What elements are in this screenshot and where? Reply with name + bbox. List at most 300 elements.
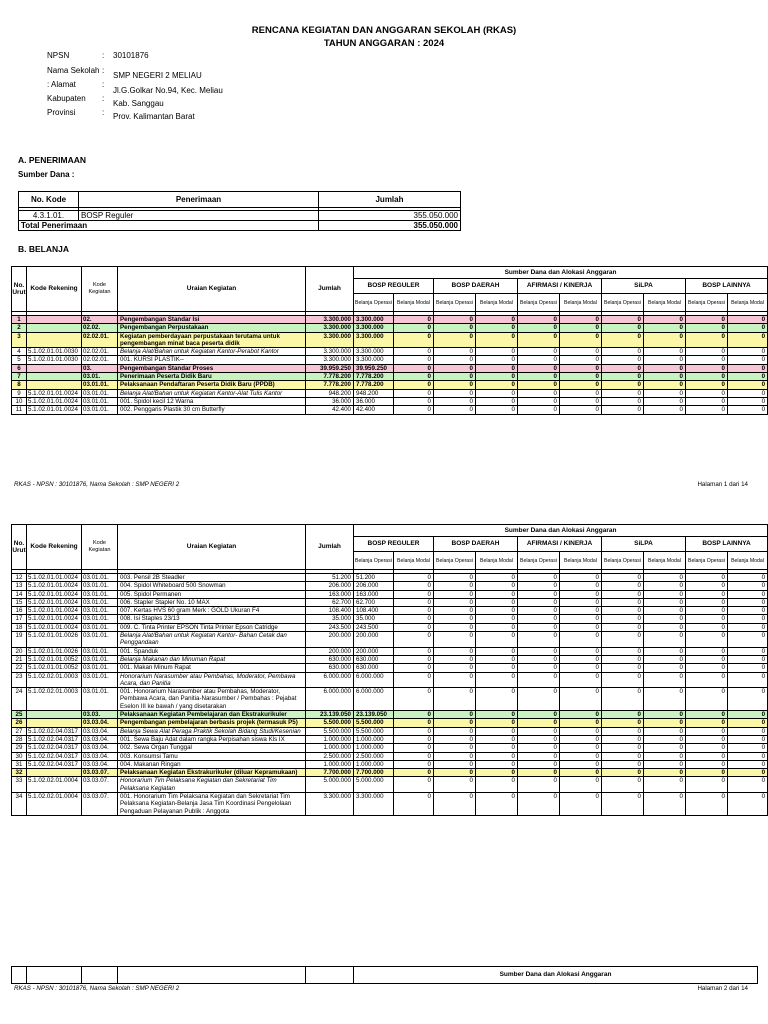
row-zero-cell: 0 (686, 397, 728, 405)
row-uraian: Pengembangan Standar Isi (118, 316, 306, 324)
row-bosp-reguler-operasi: 3.300.000 (354, 356, 394, 364)
row-zero-cell: 0 (518, 672, 560, 688)
row-kode-kegiatan: 03.01.01. (82, 590, 118, 598)
row-bosp-reguler-operasi: 3.300.000 (354, 348, 394, 356)
header-group-0: BOSP REGULER (354, 537, 434, 552)
row-no: 25 (12, 711, 27, 719)
row-no: 9 (12, 389, 27, 397)
row-uraian: Pengembangan Perpustakaan (118, 324, 306, 332)
row-jumlah: 2.500.000 (306, 752, 354, 760)
row-zero-cell: 0 (560, 364, 602, 372)
header-group-1: BOSP DAERAH (434, 279, 518, 294)
row-no: 14 (12, 590, 27, 598)
row-zero-cell: 0 (394, 719, 434, 727)
row-zero-cell: 0 (560, 688, 602, 711)
row-zero-cell: 0 (394, 769, 434, 777)
header-group-2: AFIRMASI / KINERJA (518, 279, 602, 294)
row-uraian: 005. Spidol Permanen (118, 590, 306, 598)
row-kode-kegiatan: 03.01.01. (82, 672, 118, 688)
row-kode-rekening (27, 316, 82, 324)
header-sumber-dana: Sumber Dana dan Alokasi Anggaran (354, 267, 768, 279)
row-zero-cell: 0 (644, 598, 686, 606)
row-zero-cell: 0 (518, 590, 560, 598)
belanja-row (12, 316, 768, 324)
row-no: 30 (12, 752, 27, 760)
row-zero-cell: 0 (476, 574, 518, 582)
row-zero-cell: 0 (602, 760, 644, 768)
row-zero-cell: 0 (644, 389, 686, 397)
row-zero-cell: 0 (728, 664, 768, 672)
row-zero-cell: 0 (434, 688, 476, 711)
info-label-school: Nama Sekolah (47, 66, 100, 75)
row-zero-cell: 0 (644, 590, 686, 598)
row-zero-cell: 0 (476, 760, 518, 768)
row-zero-cell: 0 (686, 688, 728, 711)
row-uraian: 001. KURSI PLASTIK-- (118, 356, 306, 364)
row-zero-cell: 0 (686, 655, 728, 663)
row-kode-kegiatan: 03.01.01. (82, 688, 118, 711)
row-zero-cell: 0 (602, 607, 644, 615)
row-zero-cell: 0 (728, 777, 768, 793)
belanja-table-page-1 (11, 266, 768, 415)
row-bosp-reguler-operasi: 7.700.000 (354, 769, 394, 777)
row-zero-cell: 0 (602, 672, 644, 688)
row-uraian: 002. Penggaris Plastik 30 cm Butterfly (118, 406, 306, 414)
row-no: 17 (12, 615, 27, 623)
page-1-footer-left: RKAS - NPSN : 30101876, Nama Sekolah : SMP NEGERI 2 (14, 481, 180, 488)
info-value-school: SMP NEGERI 2 MELIAU (113, 71, 202, 80)
belanja-row (12, 777, 768, 793)
row-no: 24 (12, 688, 27, 711)
row-zero-cell: 0 (686, 598, 728, 606)
row-zero-cell: 0 (686, 381, 728, 389)
row-kode-rekening: 5.1.02.01.01.0024 (27, 406, 82, 414)
row-no: 7 (12, 373, 27, 381)
row-zero-cell: 0 (476, 719, 518, 727)
row-kode-kegiatan: 03.01.01. (82, 632, 118, 648)
row-zero-cell: 0 (728, 364, 768, 372)
row-zero-cell: 0 (686, 332, 728, 348)
row-zero-cell: 0 (560, 574, 602, 582)
row-zero-cell: 0 (560, 389, 602, 397)
header-belanja-modal: Belanja Modal (728, 294, 768, 312)
row-zero-cell: 0 (644, 688, 686, 711)
row-kode-kegiatan: 03.03.07. (82, 793, 118, 816)
row-kode-rekening: 5.1.02.02.01.0004 (27, 777, 82, 793)
row-zero-cell: 0 (518, 406, 560, 414)
row-zero-cell: 0 (602, 373, 644, 381)
row-uraian: 003. Pensil 2B Steadler (118, 574, 306, 582)
row-zero-cell: 0 (560, 735, 602, 743)
row-bosp-reguler-operasi: 1.000.000 (354, 760, 394, 768)
row-jumlah: 163.000 (306, 590, 354, 598)
row-zero-cell: 0 (686, 590, 728, 598)
row-zero-cell: 0 (518, 632, 560, 648)
penerimaan-kode: 4.3.1.01. (19, 211, 79, 221)
row-zero-cell: 0 (560, 711, 602, 719)
row-zero-cell: 0 (560, 672, 602, 688)
header-group-4: BOSP LAINNYA (686, 537, 768, 552)
row-uraian: Belanja Alat/Bahan untuk Kegiatan Kantor-Perabot Kantor (118, 348, 306, 356)
row-zero-cell: 0 (434, 752, 476, 760)
row-zero-cell: 0 (602, 688, 644, 711)
row-zero-cell: 0 (560, 647, 602, 655)
belanja-table-page-3-header (11, 966, 758, 984)
row-zero-cell: 0 (644, 752, 686, 760)
belanja-row (12, 582, 768, 590)
row-uraian: Belanja Sewa Alat Peraga Praktik Sekolah Bidang Studi/Kesenian (118, 727, 306, 735)
row-bosp-reguler-operasi: 2.500.000 (354, 752, 394, 760)
penerimaan-header-row (19, 192, 461, 208)
row-zero-cell: 0 (434, 793, 476, 816)
belanja-row (12, 735, 768, 743)
row-zero-cell: 0 (476, 332, 518, 348)
row-bosp-reguler-operasi: 630.000 (354, 664, 394, 672)
row-zero-cell: 0 (476, 324, 518, 332)
row-uraian: Pengembangan pembelajaran berbasis projek (termasuk P5) (118, 719, 306, 727)
row-zero-cell: 0 (644, 607, 686, 615)
row-zero-cell: 0 (602, 356, 644, 364)
row-kode-kegiatan: 03.01.01. (82, 574, 118, 582)
row-zero-cell: 0 (686, 719, 728, 727)
row-bosp-reguler-operasi: 42.400 (354, 406, 394, 414)
row-zero-cell: 0 (434, 647, 476, 655)
row-no: 29 (12, 744, 27, 752)
row-zero-cell: 0 (602, 777, 644, 793)
info-value-address: Jl.G.Golkar No.94, Kec. Meliau (113, 86, 223, 95)
row-zero-cell: 0 (686, 364, 728, 372)
row-zero-cell: 0 (518, 364, 560, 372)
row-zero-cell: 0 (560, 582, 602, 590)
row-zero-cell: 0 (434, 397, 476, 405)
row-no: 18 (12, 623, 27, 631)
row-kode-kegiatan: 02.02. (82, 324, 118, 332)
row-zero-cell: 0 (644, 332, 686, 348)
row-zero-cell: 0 (644, 574, 686, 582)
row-zero-cell: 0 (518, 397, 560, 405)
row-zero-cell: 0 (728, 688, 768, 711)
row-zero-cell: 0 (602, 793, 644, 816)
row-zero-cell: 0 (434, 598, 476, 606)
row-uraian: 004. Spidol Whiteboard 500 Snowman (118, 582, 306, 590)
row-zero-cell: 0 (394, 647, 434, 655)
row-no: 4 (12, 348, 27, 356)
row-zero-cell: 0 (434, 632, 476, 648)
header-no-urut: No. Urut (12, 525, 27, 570)
row-zero-cell: 0 (394, 655, 434, 663)
row-zero-cell: 0 (476, 632, 518, 648)
header-group-4: BOSP LAINNYA (686, 279, 768, 294)
row-zero-cell: 0 (644, 744, 686, 752)
row-zero-cell: 0 (476, 688, 518, 711)
belanja-row (12, 793, 768, 816)
row-zero-cell: 0 (476, 590, 518, 598)
row-kode-kegiatan: 02. (82, 316, 118, 324)
row-zero-cell: 0 (394, 574, 434, 582)
row-uraian: Pelaksanaan Kegiatan Ekstrakurikuler (diluar Kepramukaan) (118, 769, 306, 777)
row-zero-cell: 0 (686, 769, 728, 777)
header-uraian: Uraian Kegiatan (118, 525, 306, 570)
row-zero-cell: 0 (644, 664, 686, 672)
row-uraian: Honorarium Narasumber atau Pembahas, Moderator, Pembawa Acara, dan Panitia (118, 672, 306, 688)
row-zero-cell: 0 (394, 744, 434, 752)
row-zero-cell: 0 (602, 324, 644, 332)
row-zero-cell: 0 (560, 590, 602, 598)
row-jumlah: 243.500 (306, 623, 354, 631)
row-zero-cell: 0 (644, 316, 686, 324)
section-penerimaan-title: A. PENERIMAAN (18, 155, 87, 165)
belanja-row (12, 760, 768, 768)
row-uraian: Belanja Alat/Bahan untuk Kegiatan Kantor-Alat Tulis Kantor (118, 389, 306, 397)
row-zero-cell: 0 (518, 324, 560, 332)
row-zero-cell: 0 (394, 381, 434, 389)
row-kode-rekening: 5.1.02.02.01.0003 (27, 672, 82, 688)
row-zero-cell: 0 (728, 590, 768, 598)
belanja-row (12, 655, 768, 663)
row-zero-cell: 0 (686, 760, 728, 768)
row-zero-cell: 0 (476, 769, 518, 777)
row-zero-cell: 0 (602, 735, 644, 743)
row-bosp-reguler-operasi: 3.300.000 (354, 316, 394, 324)
row-zero-cell: 0 (560, 632, 602, 648)
row-no: 21 (12, 655, 27, 663)
row-zero-cell: 0 (434, 348, 476, 356)
row-jumlah: 1.000.000 (306, 735, 354, 743)
row-bosp-reguler-operasi: 7.778.200 (354, 381, 394, 389)
total-value: 355.050.000 (319, 221, 461, 231)
row-zero-cell: 0 (644, 348, 686, 356)
row-zero-cell: 0 (434, 356, 476, 364)
row-kode-kegiatan: 03.01.01. (82, 623, 118, 631)
row-zero-cell: 0 (644, 324, 686, 332)
row-zero-cell: 0 (560, 760, 602, 768)
row-kode-rekening: 5.1.02.01.01.0026 (27, 632, 82, 648)
row-kode-kegiatan: 03.01.01. (82, 389, 118, 397)
belanja-row (12, 324, 768, 332)
page-2-footer-left: RKAS - NPSN : 30101876, Nama Sekolah : SMP NEGERI 2 (14, 985, 180, 992)
row-zero-cell: 0 (644, 711, 686, 719)
row-uraian: 007. Kertas HVS 60 gram Merk : GOLD Ukuran F4 (118, 607, 306, 615)
info-value-regency: Kab. Sanggau (113, 99, 164, 108)
row-zero-cell: 0 (560, 373, 602, 381)
row-zero-cell: 0 (644, 769, 686, 777)
row-zero-cell: 0 (686, 615, 728, 623)
row-kode-rekening: 5.1.02.01.01.0024 (27, 623, 82, 631)
row-kode-kegiatan: 03.03.04. (82, 752, 118, 760)
row-uraian: 001. Honorarium Narasumber atau Pembahas, Moderator, Pembawa Acara, dan Panitia-Narasumber / Pembahas : Pejabat Eselon III ke bawah / yang disetarakan (118, 688, 306, 711)
row-no: 8 (12, 381, 27, 389)
row-zero-cell: 0 (602, 598, 644, 606)
row-zero-cell: 0 (644, 623, 686, 631)
row-kode-kegiatan: 03.03.04. (82, 744, 118, 752)
belanja-row (12, 590, 768, 598)
row-jumlah: 630.000 (306, 655, 354, 663)
row-zero-cell: 0 (394, 324, 434, 332)
row-bosp-reguler-operasi: 62.700 (354, 598, 394, 606)
row-zero-cell: 0 (476, 744, 518, 752)
info-colon: : (102, 51, 105, 60)
header-belanja-modal: Belanja Modal (394, 294, 434, 312)
row-zero-cell: 0 (434, 760, 476, 768)
row-zero-cell: 0 (686, 647, 728, 655)
row-zero-cell: 0 (728, 348, 768, 356)
row-zero-cell: 0 (518, 711, 560, 719)
row-zero-cell: 0 (518, 389, 560, 397)
row-no: 6 (12, 364, 27, 372)
row-zero-cell: 0 (728, 735, 768, 743)
header-group-1: BOSP DAERAH (434, 537, 518, 552)
row-zero-cell: 0 (686, 664, 728, 672)
row-uraian: 002. Sewa Organ Tunggal (118, 744, 306, 752)
row-bosp-reguler-operasi: 5.500.000 (354, 727, 394, 735)
row-zero-cell: 0 (394, 406, 434, 414)
row-zero-cell: 0 (434, 615, 476, 623)
row-zero-cell: 0 (434, 364, 476, 372)
row-zero-cell: 0 (644, 655, 686, 663)
row-zero-cell: 0 (434, 655, 476, 663)
row-zero-cell: 0 (644, 760, 686, 768)
row-zero-cell: 0 (476, 582, 518, 590)
row-kode-rekening: 5.1.02.02.04.0317 (27, 727, 82, 735)
row-kode-kegiatan: 03.01.01. (82, 381, 118, 389)
row-zero-cell: 0 (518, 727, 560, 735)
row-kode-kegiatan: 03.01.01. (82, 664, 118, 672)
header-belanja-modal: Belanja Modal (644, 294, 686, 312)
header-penerimaan: Penerimaan (79, 192, 319, 208)
row-zero-cell: 0 (728, 332, 768, 348)
row-zero-cell: 0 (476, 777, 518, 793)
header-kode-kegiatan: Kode Kegiatan (82, 267, 118, 312)
penerimaan-table (18, 191, 461, 231)
row-zero-cell: 0 (434, 744, 476, 752)
belanja-row (12, 719, 768, 727)
row-kode-rekening: 5.1.02.01.01.0026 (27, 647, 82, 655)
info-label-npsn: NPSN (47, 51, 70, 60)
row-kode-rekening: 5.1.02.01.01.0024 (27, 582, 82, 590)
row-zero-cell: 0 (476, 793, 518, 816)
row-zero-cell: 0 (560, 348, 602, 356)
row-jumlah: 3.300.000 (306, 793, 354, 816)
penerimaan-jumlah: 355.050.000 (319, 211, 461, 221)
row-uraian: Kegiatan pemberdayaan perpustakaan terutama untuk pengembangan minat baca peserta didik (118, 332, 306, 348)
row-zero-cell: 0 (518, 744, 560, 752)
row-bosp-reguler-operasi: 3.300.000 (354, 793, 394, 816)
belanja-row (12, 752, 768, 760)
row-kode-kegiatan: 03.03.04. (82, 727, 118, 735)
row-zero-cell: 0 (434, 777, 476, 793)
row-zero-cell: 0 (728, 672, 768, 688)
row-zero-cell: 0 (394, 316, 434, 324)
header-belanja-operasi: Belanja Operasi (686, 552, 728, 570)
row-zero-cell: 0 (728, 381, 768, 389)
row-kode-rekening: 5.1.02.02.01.0003 (27, 688, 82, 711)
row-zero-cell: 0 (394, 389, 434, 397)
header-jumlah: Jumlah (306, 267, 354, 312)
row-kode-kegiatan: 03. (82, 364, 118, 372)
row-jumlah: 3.300.000 (306, 356, 354, 364)
row-zero-cell: 0 (434, 719, 476, 727)
row-zero-cell: 0 (518, 647, 560, 655)
info-label-address: : Alamat (47, 80, 76, 89)
row-zero-cell: 0 (728, 598, 768, 606)
row-zero-cell: 0 (394, 623, 434, 631)
row-zero-cell: 0 (394, 664, 434, 672)
belanja-row (12, 389, 768, 397)
row-uraian: 008. Isi Staples 23/13 (118, 615, 306, 623)
page-2-footer-right: Halaman 2 dari 14 (697, 985, 748, 992)
document-subtitle: TAHUN ANGGARAN : 2024 (323, 38, 445, 49)
row-zero-cell: 0 (394, 348, 434, 356)
row-zero-cell: 0 (518, 760, 560, 768)
header-belanja-modal: Belanja Modal (728, 552, 768, 570)
row-zero-cell: 0 (686, 711, 728, 719)
info-colon: : (102, 108, 105, 117)
row-uraian: 006. Stapler Stapler No. 10 MAX (118, 598, 306, 606)
row-uraian: 001. Spidol kecil 12 Warna (118, 397, 306, 405)
row-no: 31 (12, 760, 27, 768)
row-bosp-reguler-operasi: 51.200 (354, 574, 394, 582)
row-bosp-reguler-operasi: 39.959.250 (354, 364, 394, 372)
row-zero-cell: 0 (518, 655, 560, 663)
row-zero-cell: 0 (602, 615, 644, 623)
row-zero-cell: 0 (394, 332, 434, 348)
row-kode-kegiatan: 03.03.04. (82, 760, 118, 768)
row-kode-rekening: 5.1.02.02.04.0317 (27, 735, 82, 743)
row-kode-rekening: 5.1.02.02.04.0317 (27, 744, 82, 752)
belanja-row (12, 406, 768, 414)
row-bosp-reguler-operasi: 630.000 (354, 655, 394, 663)
row-zero-cell: 0 (602, 655, 644, 663)
row-zero-cell: 0 (518, 623, 560, 631)
row-kode-rekening: 5.1.02.01.01.0030 (27, 356, 82, 364)
row-zero-cell: 0 (686, 672, 728, 688)
header-belanja-operasi: Belanja Operasi (354, 294, 394, 312)
row-no: 2 (12, 324, 27, 332)
row-zero-cell: 0 (686, 316, 728, 324)
row-zero-cell: 0 (686, 744, 728, 752)
row-bosp-reguler-operasi: 5.000.000 (354, 777, 394, 793)
row-zero-cell: 0 (560, 381, 602, 389)
row-zero-cell: 0 (644, 793, 686, 816)
belanja-row (12, 373, 768, 381)
row-zero-cell: 0 (602, 632, 644, 648)
row-zero-cell: 0 (518, 752, 560, 760)
row-kode-kegiatan: 03.03.04. (82, 735, 118, 743)
row-zero-cell: 0 (602, 348, 644, 356)
row-zero-cell: 0 (476, 647, 518, 655)
row-zero-cell: 0 (394, 760, 434, 768)
row-jumlah: 7.700.000 (306, 769, 354, 777)
row-uraian: Penerimaan Peserta Didik Baru (118, 373, 306, 381)
row-zero-cell: 0 (686, 406, 728, 414)
row-zero-cell: 0 (644, 373, 686, 381)
row-zero-cell: 0 (476, 373, 518, 381)
row-zero-cell: 0 (476, 381, 518, 389)
row-zero-cell: 0 (518, 719, 560, 727)
header-jumlah: Jumlah (306, 525, 354, 570)
row-zero-cell: 0 (560, 598, 602, 606)
row-zero-cell: 0 (644, 615, 686, 623)
header-belanja-operasi: Belanja Operasi (518, 552, 560, 570)
row-zero-cell: 0 (394, 752, 434, 760)
row-no: 28 (12, 735, 27, 743)
row-zero-cell: 0 (560, 397, 602, 405)
row-jumlah: 200.000 (306, 647, 354, 655)
row-zero-cell: 0 (644, 582, 686, 590)
row-zero-cell: 0 (602, 664, 644, 672)
row-zero-cell: 0 (518, 373, 560, 381)
row-kode-kegiatan: 03.01.01. (82, 647, 118, 655)
